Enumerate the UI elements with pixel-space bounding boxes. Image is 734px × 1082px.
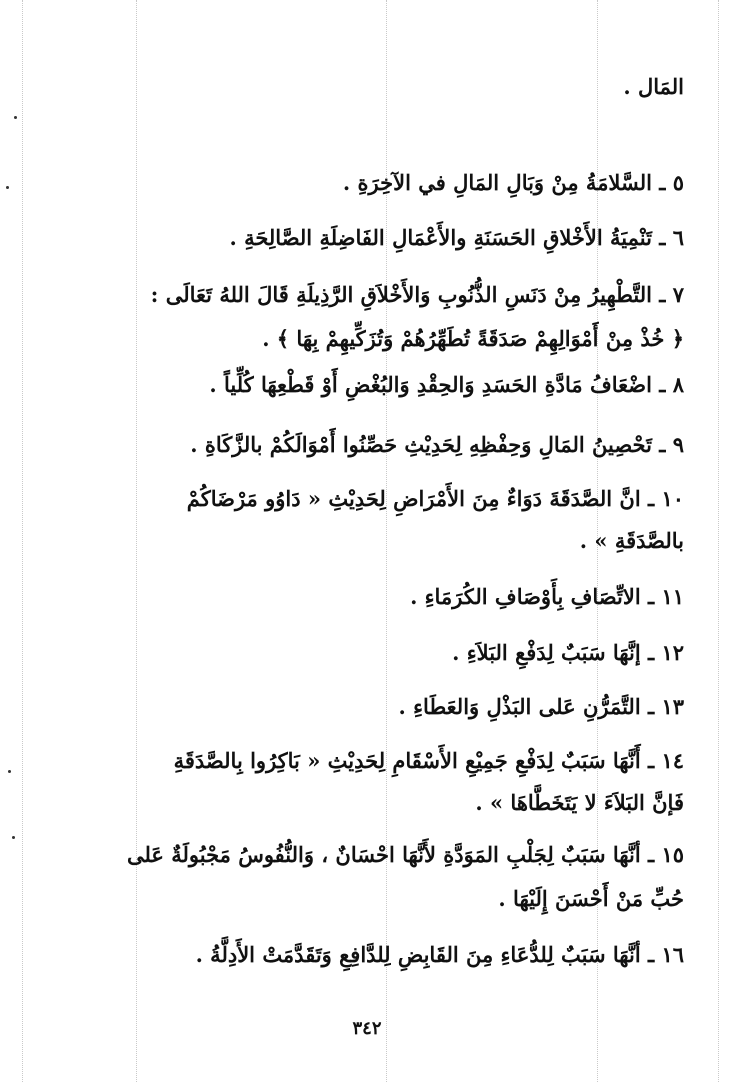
list-item-16: ١٦ ـ أنَّهَا سَبَبٌ لِلدُّعَاءِ مِنَ القَابِضِ لِلدَّافِعِ وَتَقَدَّمَتْ الأَدِلَّةُ . bbox=[195, 942, 684, 967]
list-item-10-line-2: بالصَّدَقَةِ » . bbox=[579, 528, 684, 553]
scan-speck bbox=[8, 770, 11, 773]
list-item-6: ٦ ـ تَنْمِيَةُ الأَخْلاقِ الحَسَنَةِ والأَعْمَالِ الفَاضِلَةِ الصَّالِحَةِ . bbox=[229, 225, 684, 250]
list-item-5: ٥ ـ السَّلامَةُ مِنْ وَبَالِ المَالِ في الآخِرَةِ . bbox=[342, 170, 684, 195]
page-number: ٣٤٢ bbox=[352, 1018, 382, 1039]
list-item-9: ٩ ـ تَحْصِينُ المَالِ وَحِفْظِهِ لِحَدِيْثِ حَصِّنُوا أَمْوَالَكُمْ بالزَّكَاةِ . bbox=[190, 432, 684, 457]
list-item-14-line-1: ١٤ ـ أَنَّهَا سَبَبٌ لِدَفْعِ جَمِيْعِ الأَسْقَامِ لِحَدِيْثِ « بَاكِرُوا بِالصَّدَقَةِ bbox=[173, 748, 684, 773]
list-item-10-line-1: ١٠ ـ انَّ الصَّدَقَةَ دَوَاءٌ مِنَ الأَمْرَاضِ لِحَدِيْثِ « دَاوُو مَرْضَاكُمْ bbox=[186, 486, 684, 511]
list-item-15-line-1: ١٥ ـ أنَّهَا سَبَبٌ لِجَلْبِ المَوَدَّةِ لأَنَّهَا احْسَانٌ ، وَالنُّفُوسُ مَجْبُولَةٌ عَلى bbox=[126, 842, 684, 867]
text-line-continuation: المَال . bbox=[623, 74, 684, 99]
list-item-12: ١٢ ـ إنَّهَا سَبَبٌ لِدَفْعِ البَلاَءِ . bbox=[452, 640, 684, 665]
list-item-7-line-1: ٧ ـ التَّطْهِيرُ مِنْ دَنَسِ الذُّنُوبِ وَالأَخْلاَقِ الرَّذِيلَةِ قَالَ اللهُ تَعَالَى : bbox=[150, 282, 684, 307]
list-item-11: ١١ ـ الاتِّصَافِ بِأَوْصَافِ الكُرَمَاءِ . bbox=[410, 584, 684, 609]
list-item-15-line-2: حُبِّ مَنْ أَحْسَنَ إِلَيْهَا . bbox=[498, 886, 684, 911]
list-item-8: ٨ ـ اضْعَافُ مَادَّةِ الحَسَدِ وَالحِقْدِ وَالبُغْضِ أَوْ قَطْعِهَا كُلِّياً . bbox=[209, 372, 684, 397]
scan-speck bbox=[6, 186, 9, 189]
scan-guide-line bbox=[22, 0, 23, 1082]
list-item-7-line-2: ﴿ خُذْ مِنْ أَمْوَالِهِمْ صَدَقَةً تُطَهِّرُهُمْ وَتُزَكِّيهِمْ بِهَا ﴾ . bbox=[262, 326, 684, 351]
list-item-13: ١٣ ـ التَّمَرُّنِ عَلى البَذْلِ وَالعَطَاءِ . bbox=[398, 694, 684, 719]
scan-speck bbox=[12, 836, 15, 839]
scan-speck bbox=[14, 116, 17, 119]
list-item-14-line-2: فَإنَّ البَلاَءَ لا يَتَخَطَّاهَا » . bbox=[475, 790, 684, 815]
scan-guide-line bbox=[718, 0, 719, 1082]
